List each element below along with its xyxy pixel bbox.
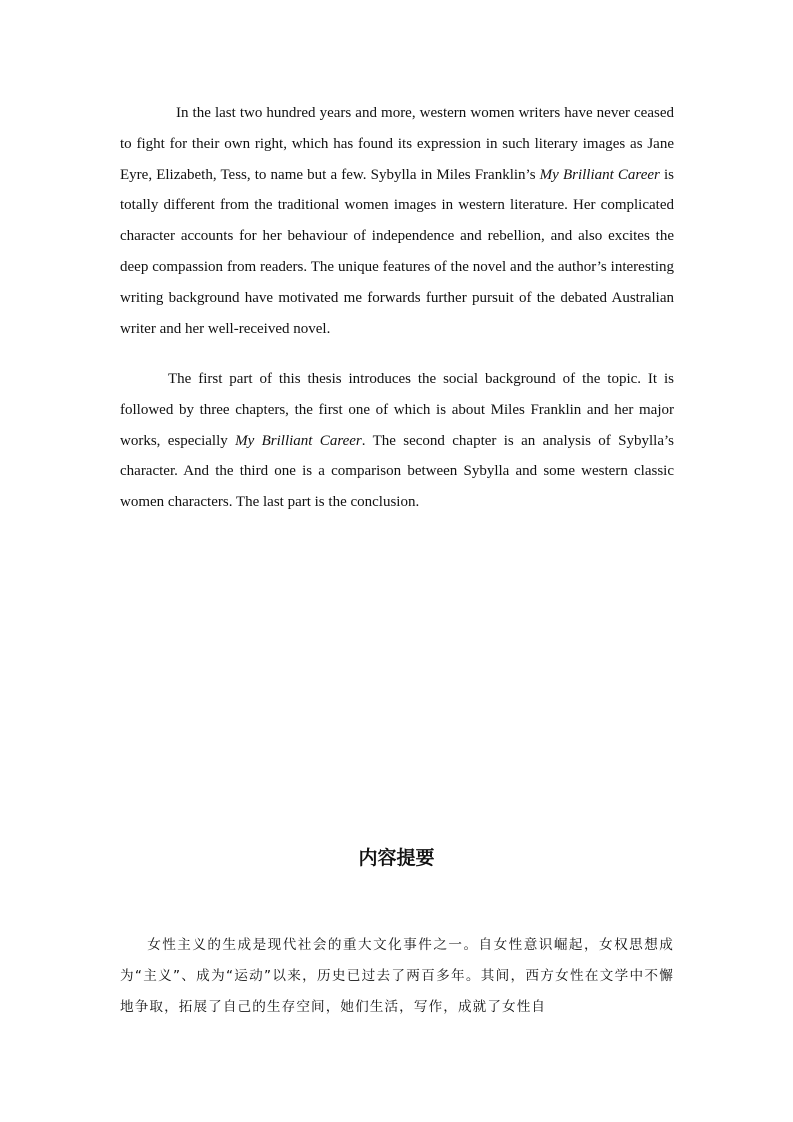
- paragraph-text: . The second chapter is an analysis of Sybylla’s character. And the third one is a comparison between Sybylla and some western classic women characters. The last part is the conclusion.: [120, 432, 674, 511]
- paragraph-text: is totally different from the traditional women images in western literature. Her complicated character accounts for her behaviour of independence and rebellion, and also excites the deep compassion from readers. The unique features of the novel and the author’s interesting writing background have motivated me forwards further pursuit of the debated Australian writer and her well-received novel.: [120, 166, 674, 337]
- book-title: My Brilliant Career: [539, 166, 660, 183]
- paragraph-text: In the last two hundred years and more, western women writers have never ceased to fight for their own right, which has found its expression in such literary images as Jane Eyre, Elizabeth, Tess, to name but a few. Sybylla in Miles Franklin’s: [120, 105, 674, 183]
- chinese-abstract-title: 内容提要: [358, 847, 435, 869]
- english-abstract-paragraph-1: [120, 98, 674, 344]
- english-abstract-paragraph-2: [120, 364, 674, 518]
- book-title: My Brilliant Career: [235, 432, 362, 449]
- chinese-abstract-paragraph-1: 女性主义的生成是现代社会的重大文化事件之一。自女性意识崛起，女权思想成为“主义”、成为“运动”以来，历史已过去了两百多年。其间，西方女性在文学中不懈地争取，拓展了自己的生存空间，她们生活，写作，成就了女性自: [120, 937, 674, 1015]
- paragraph-text: The first part of this thesis introduces the social background of the topic. It is followed by three chapters, the first one of which is about Miles Franklin and her major works, especially: [120, 371, 674, 449]
